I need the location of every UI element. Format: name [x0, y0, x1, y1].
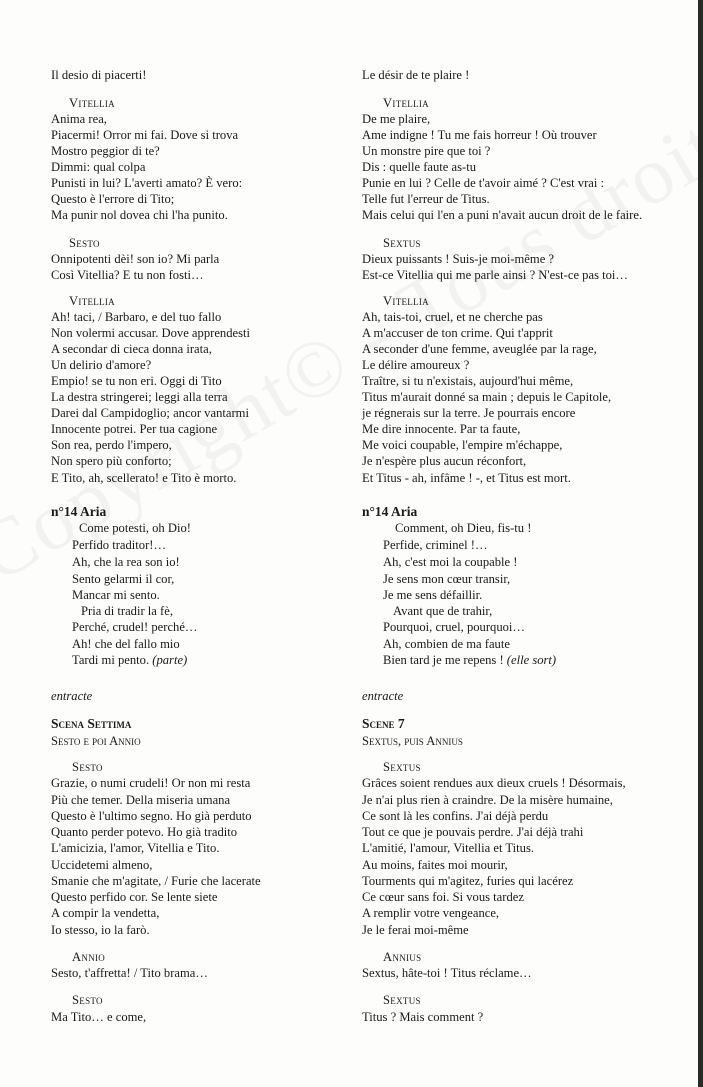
text-line: Me dire innocente. Par ta faute, [362, 422, 521, 436]
text-line: Non spero più conforto; [51, 454, 172, 468]
text-line: Son rea, perdo l'impero, [51, 438, 172, 452]
text-line: je régnerais sur la terre. Je pourrais encore [362, 406, 576, 420]
scene-heading: Scena Settima [51, 716, 132, 731]
text-line: Punie en lui ? Celle de t'avoir aimé ? C'est vrai : [362, 176, 604, 190]
speaker-name: Sesto [69, 236, 100, 250]
text-line: Traître, si tu n'existais, aujourd'hui même, [362, 374, 574, 388]
text-line: Ah! taci, / Barbaro, e del tuo fallo [51, 310, 222, 324]
text-line: Innocente potrei. Per tua cagione [51, 422, 218, 436]
text-line: Telle fut l'erreur de Titus. [362, 192, 490, 206]
text-line: Grâces soient rendues aux dieux cruels ! Désormais, [362, 776, 626, 790]
text-line: Perché, crudel! perché… [72, 620, 198, 634]
text-line: Et Titus - ah, infâme ! -, et Titus est mort. [362, 471, 571, 485]
text-line: A secondar di cieca donna irata, [51, 342, 212, 356]
text-line: Je n'ai plus rien à craindre. De la misère humaine, [362, 793, 613, 807]
speaker-name: Vitellia [69, 294, 115, 308]
scene-characters: Sesto e poi Annio [51, 734, 141, 748]
text-line: Grazie, o numi crudeli! Or non mi resta [51, 776, 251, 790]
text-line: A remplir votre vengeance, [362, 906, 500, 920]
text-line: Le délire amoureux ? [362, 358, 470, 372]
stage-direction: entracte [51, 689, 93, 703]
text-line: Così Vitellia? E tu non fosti… [51, 268, 204, 282]
text-line: Dieux puissants ! Suis-je moi-même ? [362, 252, 555, 266]
text-line: Io stesso, io la farò. [51, 923, 150, 937]
text-line: Ah, c'est moi la coupable ! [383, 555, 518, 569]
text-line: Sextus, hâte-toi ! Titus réclame… [362, 966, 532, 980]
text-line: Empio! se tu non eri. Oggi di Tito [51, 374, 222, 388]
text-line: Come potesti, oh Dio! [79, 521, 191, 535]
text-line: Le désir de te plaire ! [362, 68, 470, 82]
text-line: Ah, tais-toi, cruel, et ne cherche pas [362, 310, 543, 324]
page-edge [698, 0, 703, 1087]
text-line: Non volermi accusar. Dove apprendesti [51, 326, 250, 340]
text-line: A compir la vendetta, [51, 906, 160, 920]
text-line: Perfido traditor!… [72, 538, 167, 552]
section-heading: n°14 Aria [362, 504, 418, 519]
text-line: Perfide, criminel !… [383, 538, 488, 552]
text-line: Quanto perder potevo. Ho già tradito [51, 825, 238, 839]
text-line: De me plaire, [362, 112, 431, 126]
text-line: Je le ferai moi-même [362, 923, 469, 937]
text-line: Me voici coupable, l'empire m'échappe, [362, 438, 563, 452]
text-line: A seconder d'une femme, aveuglée par la rage, [362, 342, 597, 356]
text-line: Più che temer. Della miseria umana [51, 793, 231, 807]
text-line: E Tito, ah, scellerato! e Tito è morto. [51, 471, 237, 485]
text-line: Un monstre pire que toi ? [362, 144, 491, 158]
text-line: Ma Tito… e come, [51, 1010, 147, 1024]
text-line: Tout ce que je pouvais perdre. J'ai déjà trahi [362, 825, 584, 839]
text-line: Avant que de trahir, [393, 604, 493, 618]
text-line: Mais celui qui l'en a puni n'avait aucun droit de le faire. [362, 208, 643, 222]
text-line: Uccidetemi almeno, [51, 858, 153, 872]
text-line: Darei dal Campidoglio; ancor vantarmi [51, 406, 249, 420]
speaker-name: Vitellia [383, 294, 429, 308]
text-line: Je me sens défaillir. [383, 588, 483, 602]
scene-heading: Scene 7 [362, 716, 405, 731]
text-line: L'amicizia, l'amor, Vitellia e Tito. [51, 841, 220, 855]
verse-text: Bien tard je me repens ! [383, 653, 507, 667]
text-line: Questo perfido cor. Se lente siete [51, 890, 218, 904]
text-line: Questo è l'errore di Tito; [51, 192, 175, 206]
text-line: Tourments qui m'agitez, furies qui lacérez [362, 874, 574, 888]
text-line [383, 653, 556, 668]
text-line: Ma punir nol dovea chi l'ha punito. [51, 208, 228, 222]
scene-characters: Sextus, puis Annius [362, 734, 463, 748]
speaker-name: Sesto [72, 760, 103, 774]
text-line: Ame indigne ! Tu me fais horreur ! Où trouver [362, 128, 597, 142]
speaker-name: Sextus [383, 760, 421, 774]
text-line: Onnipotenti dèi! son io? Mi parla [51, 252, 220, 266]
speaker-name: Annio [72, 950, 106, 964]
text-line: Ah, che la rea son io! [72, 555, 180, 569]
text-line: Dimmi: qual colpa [51, 160, 146, 174]
speaker-name: Vitellia [383, 96, 429, 110]
text-line: Mostro peggior di te? [51, 144, 160, 158]
text-line: Sento gelarmi il cor, [72, 572, 175, 586]
text-line: Anima rea, [51, 112, 107, 126]
text-line: Smanie che m'agitate, / Furie che lacerate [51, 874, 261, 888]
text-line: Piacermi! Orror mi fai. Dove si trova [51, 128, 239, 142]
text-line: Sesto, t'affretta! / Tito brama… [51, 966, 208, 980]
text-line: Mancar mi sento. [72, 588, 160, 602]
text-line: Ah, combien de ma faute [383, 637, 510, 651]
text-line: Je n'espère plus aucun réconfort, [362, 454, 527, 468]
stage-direction: (elle sort) [506, 653, 557, 667]
text-line: La destra stringerei; leggi alla terra [51, 390, 228, 404]
speaker-name: Sextus [383, 236, 421, 250]
text-line [72, 653, 187, 668]
text-line: Dis : quelle faute as-tu [362, 160, 477, 174]
text-line: Titus m'aurait donné sa main ; depuis le Capitole, [362, 390, 612, 404]
stage-direction: entracte [362, 689, 404, 703]
text-line: Ah! che del fallo mio [72, 637, 180, 651]
text-line: Ce cœur sans foi. Si vous tardez [362, 890, 524, 904]
text-line: Un delirio d'amore? [51, 358, 152, 372]
text-line: Est-ce Vitellia qui me parle ainsi ? N'est-ce pas toi… [362, 268, 629, 282]
text-line: Il desio di piacerti! [51, 68, 147, 82]
text-line: Titus ? Mais comment ? [362, 1010, 484, 1024]
speaker-name: Sextus [383, 993, 421, 1007]
text-line: Comment, oh Dieu, fis-tu ! [395, 521, 532, 535]
speaker-name: Sesto [72, 993, 103, 1007]
text-line: Je sens mon cœur transir, [383, 572, 511, 586]
verse-text: Tardi mi pento. [72, 653, 153, 667]
text-line: Pourquoi, cruel, pourquoi… [383, 620, 526, 634]
stage-direction: (parte) [152, 653, 188, 667]
text-line: Punisti in lui? L'averti amato? È vero: [51, 176, 243, 190]
text-line: Questo è l'ultimo segno. Ho già perduto [51, 809, 252, 823]
text-line: Au moins, faites moi mourir, [362, 858, 508, 872]
text-line: L'amitié, l'amour, Vitellia et Titus. [362, 841, 535, 855]
text-line: Pria di tradir la fè, [81, 604, 173, 618]
text-line: A m'accuser de ton crime. Qui t'apprit [362, 326, 553, 340]
section-heading: n°14 Aria [51, 504, 107, 519]
text-line: Ce sont là les confins. J'ai déjà perdu [362, 809, 549, 823]
speaker-name: Vitellia [69, 96, 115, 110]
speaker-name: Annius [383, 950, 422, 964]
